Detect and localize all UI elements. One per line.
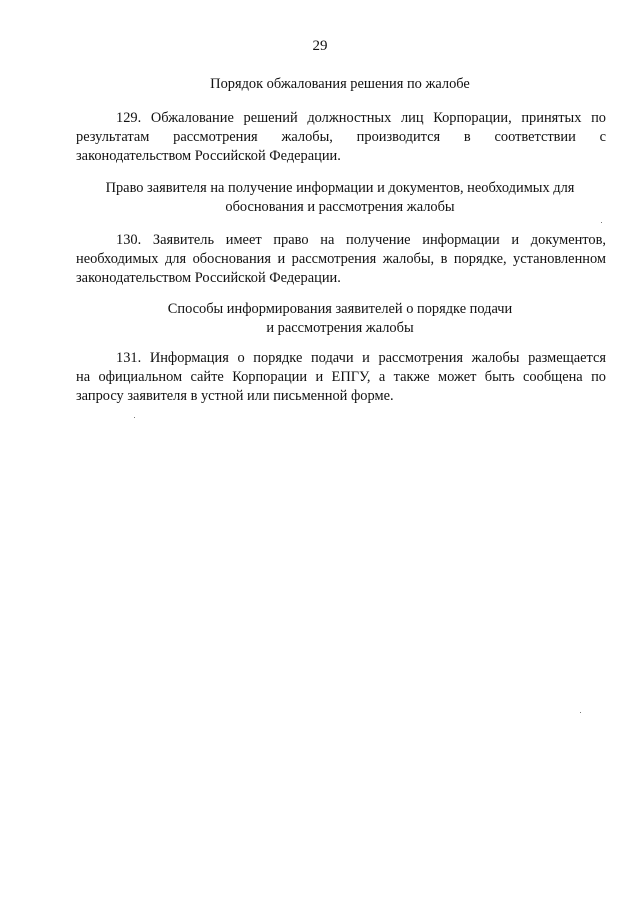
heading-line: Порядок обжалования решения по жалобе bbox=[210, 76, 470, 92]
scan-speck bbox=[601, 222, 602, 223]
paragraph-130 bbox=[76, 231, 606, 288]
section-heading-informing-methods bbox=[60, 300, 620, 338]
section-heading-appeal-procedure bbox=[60, 75, 620, 94]
scan-speck bbox=[580, 712, 581, 713]
paragraph-line: необходимых для обоснования и рассмотрения жалобы, в порядке, установленном bbox=[76, 251, 606, 267]
heading-line: Право заявителя на получение информации и документов, необходимых для bbox=[105, 180, 575, 196]
paragraph-line: 131. Информация о порядке подачи и рассмотрения жалобы размещается bbox=[116, 350, 606, 366]
paragraph-line: 129. Обжалование решений должностных лиц Корпорации, принятых по bbox=[116, 110, 606, 126]
paragraph-line: законодательством Российской Федерации. bbox=[76, 148, 341, 164]
section-heading-right-to-information bbox=[60, 179, 620, 217]
paragraph-line: результатам рассмотрения жалобы, производится в соответствии с bbox=[76, 129, 606, 145]
paragraph-line: законодательством Российской Федерации. bbox=[76, 270, 341, 286]
paragraph-129 bbox=[76, 109, 606, 166]
paragraph-line: на официальном сайте Корпорации и ЕПГУ, а также может быть сообщена по bbox=[76, 369, 606, 385]
scan-speck bbox=[134, 417, 135, 418]
paragraph-131 bbox=[76, 349, 606, 406]
paragraph-line: запросу заявителя в устной или письменной форме. bbox=[76, 388, 394, 404]
paragraph-line: 130. Заявитель имеет право на получение информации и документов, bbox=[116, 232, 606, 248]
page-number: 29 bbox=[312, 38, 328, 54]
heading-line: обоснования и рассмотрения жалобы bbox=[225, 199, 455, 215]
heading-line: Способы информирования заявителей о порядке подачи bbox=[167, 301, 513, 317]
heading-line: и рассмотрения жалобы bbox=[266, 320, 414, 336]
